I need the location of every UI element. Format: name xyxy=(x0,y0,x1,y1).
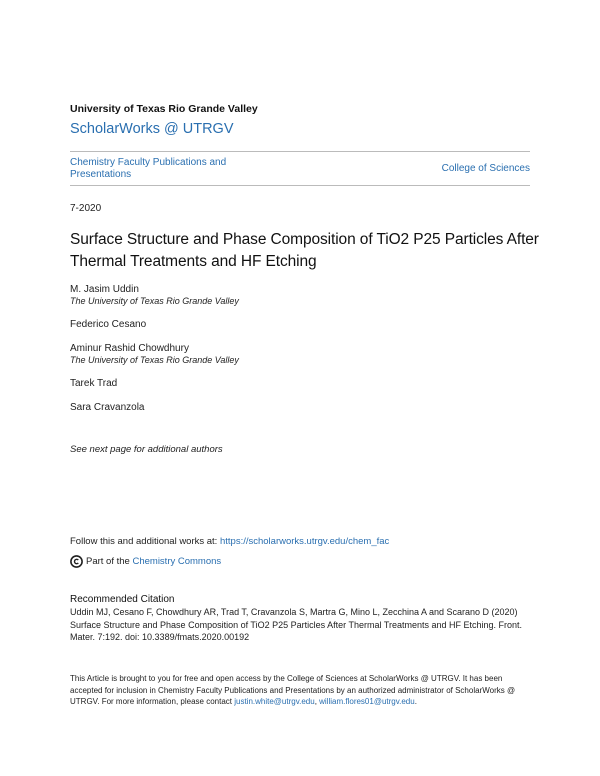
notice-end: . xyxy=(414,697,417,706)
publication-date: 7-2020 xyxy=(70,203,102,214)
creative-commons-icon xyxy=(70,555,83,568)
access-notice xyxy=(70,673,532,708)
author-name: Sara Cravanzola xyxy=(70,402,145,413)
author-list xyxy=(70,284,530,426)
collection-url-link[interactable]: https://scholarworks.utrgv.edu/chem_fac xyxy=(219,536,390,547)
institution-name: University of Texas Rio Grande Valley xyxy=(70,103,258,115)
author-entry xyxy=(70,284,530,307)
author-affiliation: The University of Texas Rio Grande Valley xyxy=(70,355,239,365)
author-name: Tarek Trad xyxy=(70,378,118,389)
author-entry xyxy=(70,319,530,331)
collection-link[interactable]: Chemistry Faculty Publications and Presentations xyxy=(70,157,227,180)
author-entry xyxy=(70,378,530,390)
see-next-page-note: See next page for additional authors xyxy=(70,444,223,455)
contact-email-link[interactable]: justin.white@utrgv.edu xyxy=(234,697,315,706)
divider-top xyxy=(70,151,530,152)
author-name: Aminur Rashid Chowdhury xyxy=(70,343,189,354)
follow-text: Follow this and additional works at: xyxy=(70,536,220,547)
chemistry-commons-link[interactable]: Chemistry Commons xyxy=(132,556,222,567)
email-separator: , xyxy=(314,697,320,706)
author-entry xyxy=(70,402,530,414)
author-affiliation: The University of Texas Rio Grande Valley xyxy=(70,296,239,306)
article-title: Surface Structure and Phase Composition of TiO2 P25 Particles After Thermal Treatments and HF Etching xyxy=(70,231,539,270)
contact-email-link-2[interactable]: william.flores01@utrgv.edu xyxy=(319,697,415,706)
citation-text: Uddin MJ, Cesano F, Chowdhury AR, Trad T, Cravanzola S, Martra G, Mino L, Zecchina A and Scarano D (2020) Surface Structure and Phase Composition of TiO2 P25 Particles After Thermal Treatments and HF Etching. Front. Mater. 7:192. doi: 10.3389/fmats.2020.00192 xyxy=(70,607,523,642)
author-name: Federico Cesano xyxy=(70,319,147,330)
college-link[interactable]: College of Sciences xyxy=(441,163,530,174)
part-of-prefix: Part of the xyxy=(86,556,130,567)
notice-text: This Article is brought to you for free and open access by the College of Sciences at ScholarWorks @ UTRGV. It has been accepted for inclusion in Chemistry Faculty Publications and Presentations by an authorized administrator of ScholarWorks @ UTRGV. For more information, please contact xyxy=(70,674,516,706)
author-entry xyxy=(70,343,530,366)
recommended-citation-heading: Recommended Citation xyxy=(70,594,175,605)
repository-link[interactable]: ScholarWorks @ UTRGV xyxy=(70,121,234,137)
follow-line xyxy=(70,536,389,547)
divider-bottom xyxy=(70,185,530,186)
author-name: M. Jasim Uddin xyxy=(70,284,139,295)
part-of-line xyxy=(70,555,221,568)
